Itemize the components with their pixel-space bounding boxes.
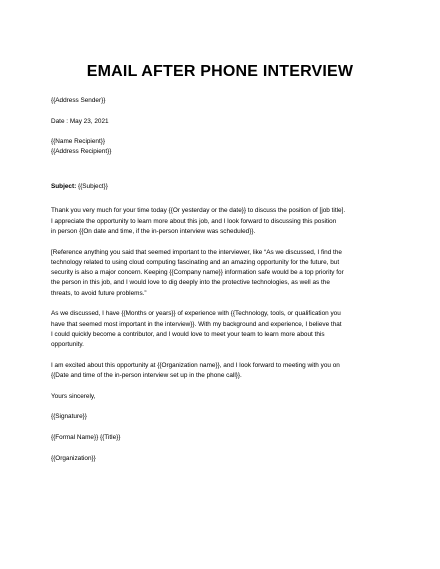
formal-name-title: {{Formal Name}} {{Title}} xyxy=(51,433,121,441)
paragraph-line: threats, to avoid future problems.” xyxy=(51,289,147,297)
closing: Yours sincerely, xyxy=(51,392,96,400)
paragraph-line: [Reference anything you said that seemed important to the interviewer, like “As we discussed, I find the xyxy=(51,248,342,256)
document-title: EMAIL AFTER PHONE INTERVIEW xyxy=(86,63,354,80)
paragraph-line: I appreciate the opportunity to learn more about this job, and I look forward to discussing this position xyxy=(51,217,337,225)
signature: {{Signature}} xyxy=(51,413,87,421)
paragraph-line: security is also a major concern. Keeping {{Company name}} information safe would be a top priority for xyxy=(51,269,344,277)
paragraph-line: have that seemed most important in the interview}}. With my background and experience, I believe that xyxy=(51,320,342,328)
paragraph-line: the person in this job, and I would love to dig deeply into the protective technologies, as well as the xyxy=(51,279,330,287)
paragraph-reference xyxy=(51,248,403,299)
paragraph-experience xyxy=(51,309,403,350)
paragraph-excited xyxy=(51,361,403,382)
paragraph-thank-you xyxy=(51,206,403,237)
letter-body xyxy=(51,96,403,464)
date-line xyxy=(51,117,403,127)
subject-line xyxy=(51,182,403,192)
recipient-address: {{Address Recipient}} xyxy=(51,148,112,156)
paragraph-line: Thank you very much for your time today {{Or yesterday or the date}} to discuss the position of [job title]. xyxy=(51,207,346,215)
date-value: May 23, 2021 xyxy=(69,117,109,125)
recipient-name: {{Name Recipient}} xyxy=(51,138,106,146)
subject-label: Subject: xyxy=(51,183,77,191)
paragraph-line: technology related to using cloud computing fascinating and an amazing opportunity for the future, but xyxy=(51,258,340,266)
paragraph-line: As we discussed, I have {{Months or years}} of experience with {{Technology, tools, or qualification you xyxy=(51,310,341,318)
subject-value: {{Subject}} xyxy=(76,183,108,191)
sender-address: {{Address Sender}} xyxy=(51,97,106,104)
paragraph-line: in person {{On date and time, if the in-person interview was scheduled}}. xyxy=(51,227,256,235)
paragraph-line: I am excited about this opportunity at {{Organization name}}, and I look forward to meeting with you on xyxy=(51,361,340,369)
organization: {{Organization}} xyxy=(51,454,96,462)
paragraph-line: I could quickly become a contributor, and I would love to meet your team to learn more about this xyxy=(51,330,325,338)
date-label: Date : xyxy=(51,117,70,125)
paragraph-line: {{Date and time of the in-person interview set up in the phone call}}. xyxy=(51,372,242,380)
paragraph-line: opportunity. xyxy=(51,341,84,349)
